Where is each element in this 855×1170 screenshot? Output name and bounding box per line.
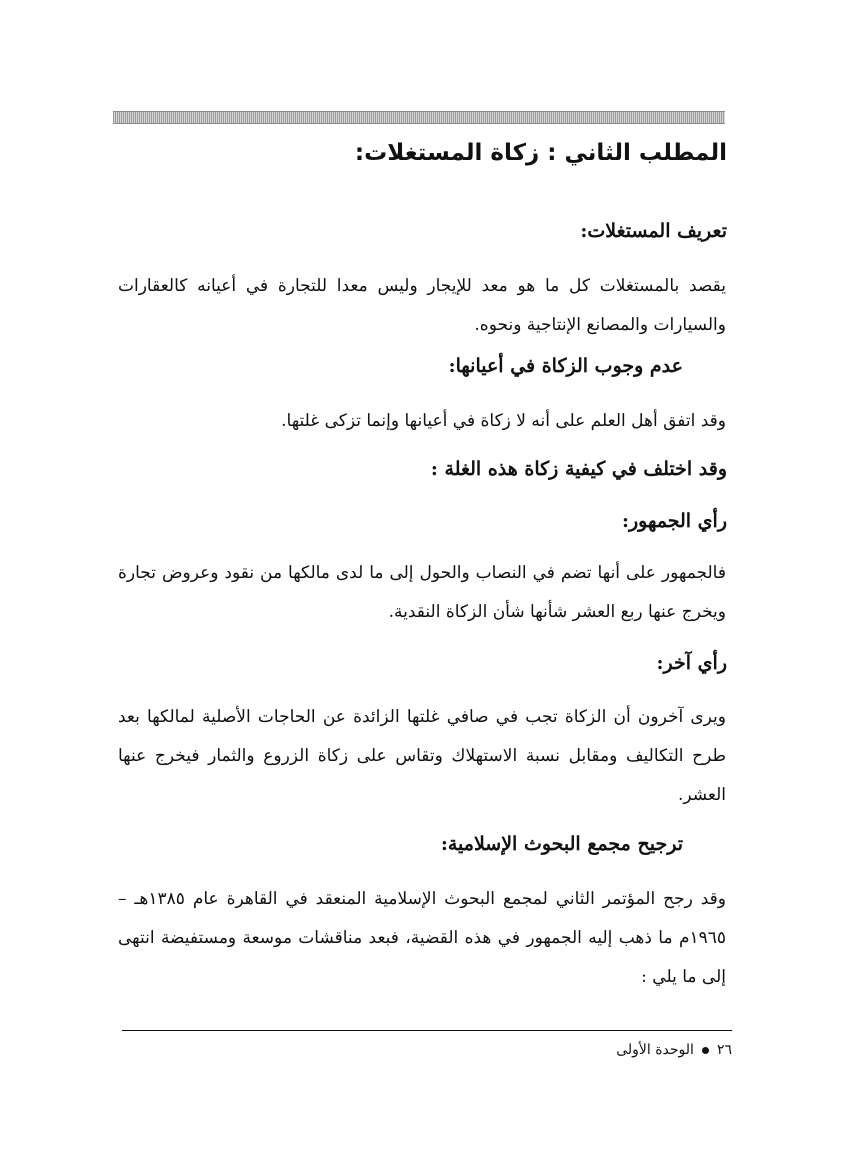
page-footer	[616, 1042, 732, 1058]
no-zakat-heading: عدم وجوب الزكاة في أعيانها:	[448, 355, 683, 377]
header-band	[113, 111, 725, 124]
majority-paragraph: فالجمهور على أنها تضم في النصاب والحول إلى ما لدى مالكها من نقود وعروض تجارة ويخرج عنها ربع العشر شأنها شأن الزكاة النقدية.	[118, 563, 726, 622]
no-zakat-paragraph: وقد اتفق أهل العلم على أنه لا زكاة في أعيانها وإنما تزكى غلتها.	[281, 411, 726, 431]
section-title: المطلب الثاني : زكاة المستغلات:	[354, 140, 727, 166]
definition-paragraph: يقصد بالمستغلات كل ما هو معد للإيجار وليس معدا للتجارة في أعيانه كالعقارات والسيارات والمصانع الإنتاجية ونحوه.	[118, 276, 726, 335]
disagreement-heading: وقد اختلف في كيفية زكاة هذه الغلة :	[430, 458, 727, 480]
majority-heading: رأي الجمهور:	[621, 510, 727, 532]
page-number: ٢٦	[716, 1042, 732, 1058]
academy-paragraph: وقد رجح المؤتمر الثاني لمجمع البحوث الإسلامية المنعقد في القاهرة عام ١٣٨٥هـ – ١٩٦٥م ما ذهب إليه الجمهور في هذه القضية، فبعد مناقشات موسعة ومستفيضة انتهى إلى ما يلي :	[118, 889, 726, 987]
footer-rule	[122, 1030, 732, 1031]
other-paragraph: ويرى آخرون أن الزكاة تجب في صافي غلتها الزائدة عن الحاجات الأصلية لمالكها بعد طرح التكاليف ومقابل نسبة الاستهلاك وتقاس على زكاة الزروع والثمار فيخرج عنها العشر.	[118, 707, 726, 805]
bullet-icon	[702, 1047, 709, 1054]
unit-label: الوحدة الأولى	[616, 1042, 694, 1058]
other-heading: رأي آخر:	[656, 652, 727, 674]
definition-heading: تعريف المستغلات:	[580, 220, 727, 242]
academy-heading: ترجيح مجمع البحوث الإسلامية:	[440, 833, 683, 855]
